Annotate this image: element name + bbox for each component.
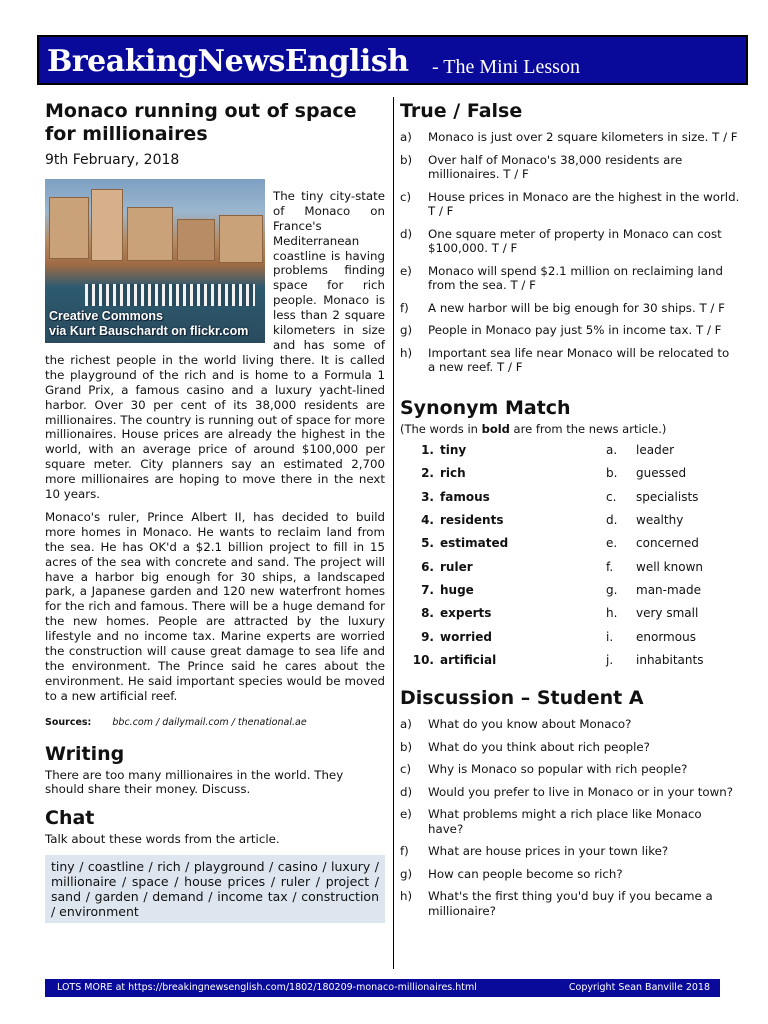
writing-heading: Writing [45, 742, 125, 765]
table-row: 8. experts h. very small [421, 606, 699, 621]
true-false-list [400, 130, 740, 375]
table-row: 5. estimated e. concerned [421, 536, 699, 551]
list-item: d) Would you prefer to live in Monaco or in your town? [400, 784, 733, 799]
chat-section [45, 807, 385, 923]
synonym-heading: Synonym Match [400, 396, 571, 419]
list-item: g) How can people become so rich? [400, 866, 623, 881]
list-item: e) Monaco will spend $2.1 million on reclaiming land from the sea. T / F [400, 263, 723, 292]
synonym-section [400, 397, 740, 672]
true-false-heading: True / False [400, 100, 523, 122]
left-column [45, 100, 385, 923]
chat-intro: Talk about these words from the article. [45, 832, 280, 847]
discussion-list [400, 717, 740, 918]
list-item: c) Why is Monaco so popular with rich people? [400, 762, 688, 777]
list-item: a) Monaco is just over 2 square kilometers in size. T / F [400, 130, 738, 144]
header-banner [37, 35, 748, 85]
article-date: 9th February, 2018 [45, 152, 180, 168]
writing-section [45, 742, 385, 798]
chat-word-box: tiny / coastline / rich / playground / casino / luxury / millionaire / space / house prices / ruler / project / sand / garden / demand / income tax / construction / environment [45, 855, 385, 923]
article-paragraph-2: Monaco's ruler, Prince Albert II, has decided to build more homes in Monaco. He wants to reclaim land from the sea. He has OK'd a $2.1 billion project to fill in 15 acres of the sea with concrete and sand. The project will have a harbor big enough for 30 ships, a landscaped park, a Japanese garden and 120 new waterfront homes for the rich and famous. There will be a huge demand for the new homes. People are attracted by the luxury lifestyle and no income tax. Marine experts are worried the construction will cause great damage to sea life and the environment. The Prince said he cares about the environment. He said important species would be moved to a new artificial reef. [45, 509, 385, 703]
brand-title: BreakingNewsEnglish [47, 44, 409, 79]
table-row: 3. famous c. specialists [421, 489, 699, 504]
synonym-table [400, 439, 740, 672]
footer-link[interactable]: LOTS MORE at https://breakingnewsenglish.com/1802/180209-monaco-millionaires.html [57, 982, 477, 993]
list-item: f) A new harbor will be big enough for 30 ships. T / F [400, 300, 725, 315]
photo-credit: Creative Commons via Kurt Bauschardt on flickr.com [49, 308, 249, 338]
table-row: 9. worried i. enormous [421, 629, 696, 644]
column-divider [393, 97, 394, 969]
table-row: 7. huge g. man-made [421, 582, 702, 597]
right-column [400, 100, 740, 918]
footer-copyright: Copyright Sean Banville 2018 [568, 982, 710, 993]
list-item: b) Over half of Monaco's 38,000 residents are millionaires. T / F [400, 152, 683, 181]
list-item: h) Important sea life near Monaco will be relocated to a new reef. T / F [400, 345, 730, 374]
table-row: 1. tiny a. leader [421, 443, 675, 458]
list-item: d) One square meter of property in Monaco can cost $100,000. T / F [400, 226, 722, 255]
list-item: g) People in Monaco pay just 5% in income tax. T / F [400, 323, 722, 337]
writing-text: There are too many millionaires in the world. They should share their money. Discuss. [45, 767, 344, 797]
monaco-harbor-photo [45, 179, 265, 343]
list-item: b) What do you think about rich people? [400, 739, 650, 754]
list-item: c) House prices in Monaco are the highest in the world. T / F [400, 189, 740, 218]
article-paragraph-1: The tiny city-state of Monaco on France's Mediterranean coastline is having problems finding space for rich people. Monaco is less than 2 square kilometers in size and has some of the richest people in the world living there. It is called the playground of the rich and is home to a Formula 1 Grand Prix, a famous casino and a luxury yacht-lined harbor. Over 30 per cent of its 38,000 residents are millionaires. The country is running out of space for more millionaires. House prices are already the highest in the world, with an average price of around $100,000 per square meter. City planners say an estimated 2,700 more millionaires are hoping to move there in the next 10 years. [45, 188, 385, 502]
sources-line: Sources: bbc.com / dailymail.com / thenational.ae [45, 716, 307, 728]
discussion-section [400, 687, 740, 918]
list-item: f) What are house prices in your town like? [400, 844, 669, 859]
list-item: h) What's the first thing you'd buy if you became a millionaire? [400, 889, 713, 918]
table-row: 10. artificial j. inhabitants [412, 652, 704, 667]
table-row: 2. rich b. guessed [421, 466, 687, 481]
discussion-heading: Discussion – Student A [400, 687, 644, 710]
list-item: e) What problems might a rich place like Monaco have? [400, 807, 702, 836]
list-item: a) What do you know about Monaco? [400, 717, 632, 732]
table-row: 6. ruler f. well known [421, 559, 703, 574]
footer-bar [45, 979, 720, 997]
table-row: 4. residents d. wealthy [421, 513, 684, 528]
synonym-note: (The words in bold are from the news article.) [400, 421, 667, 436]
article-title: Monaco running out of space for millionaires [45, 100, 357, 145]
chat-heading: Chat [45, 807, 95, 830]
brand-subtitle: - The Mini Lesson [432, 56, 580, 78]
